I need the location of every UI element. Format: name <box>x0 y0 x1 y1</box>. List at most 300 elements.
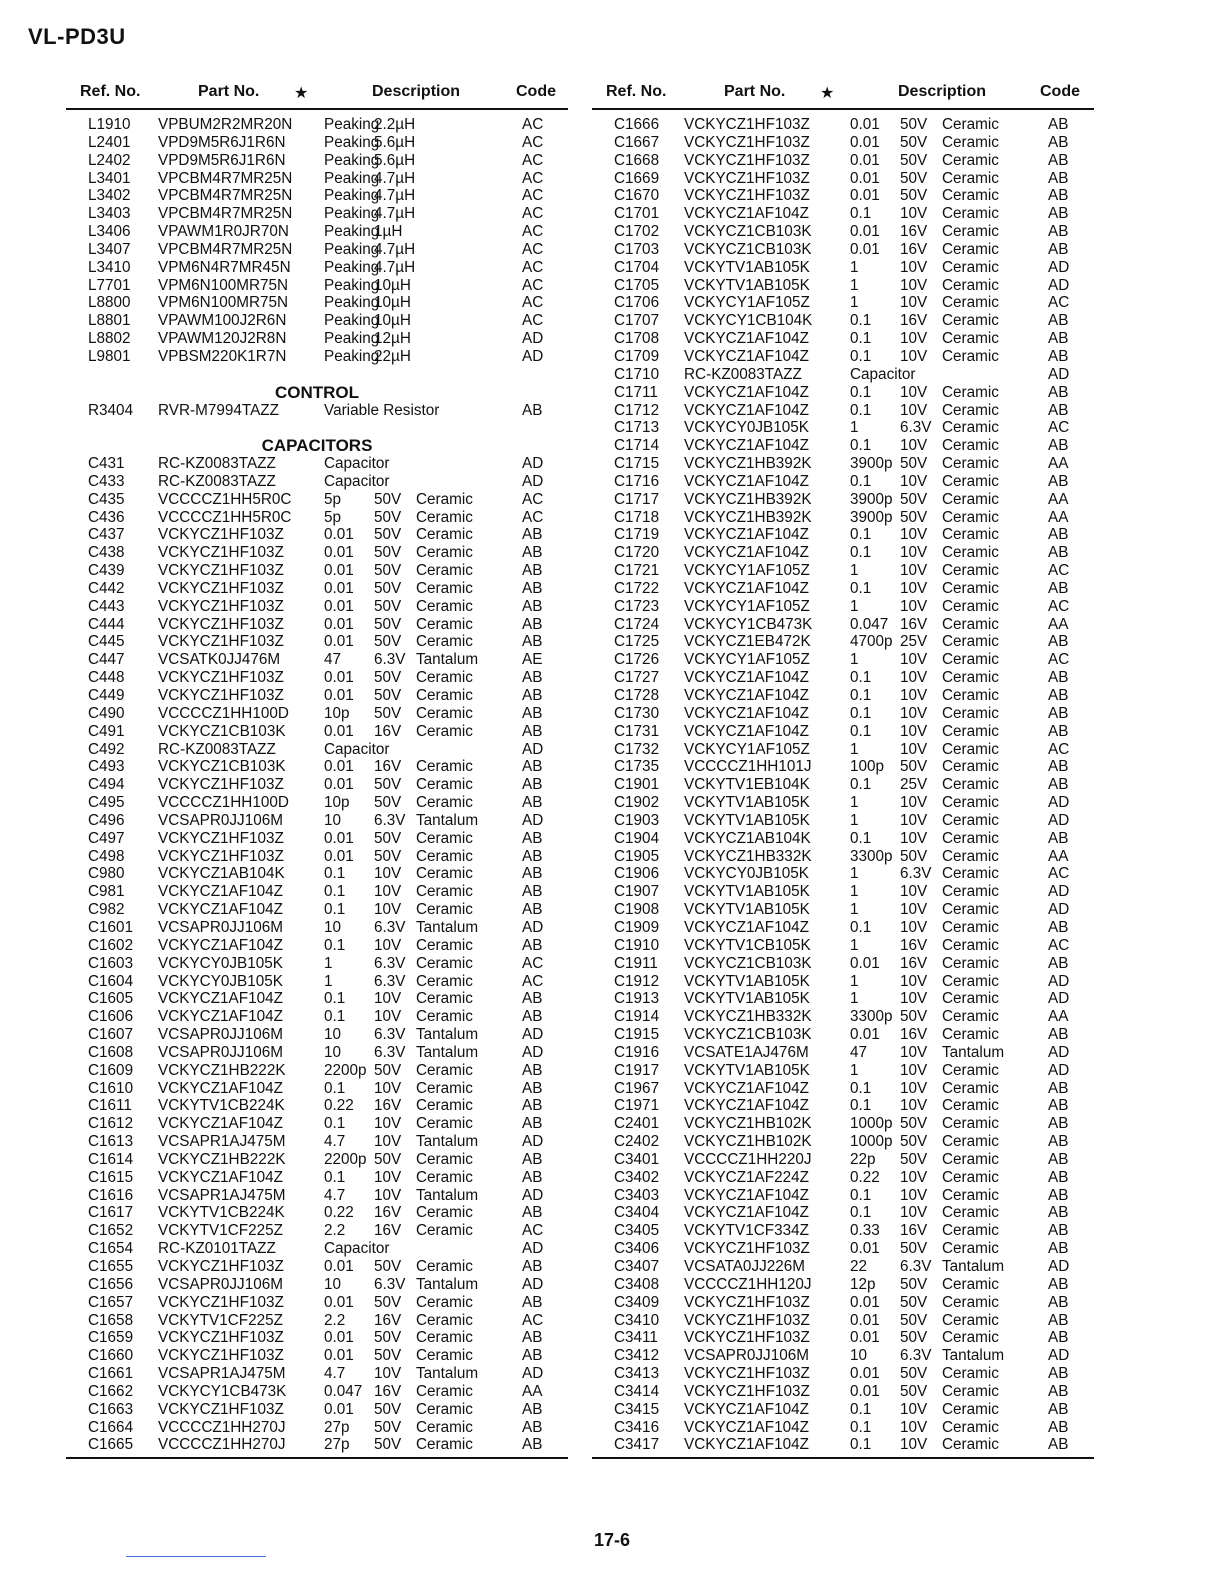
value: 0.1 <box>850 1097 872 1115</box>
price-code: AB <box>522 1115 543 1133</box>
part-no: VCKYTV1AB105K <box>684 901 810 919</box>
value: Peaking <box>324 294 380 312</box>
value: 0.1 <box>850 383 872 401</box>
value: 0.01 <box>324 847 354 865</box>
price-code: AD <box>522 1133 544 1151</box>
rating: 10V <box>900 651 928 669</box>
ref-no: C3416 <box>614 1418 660 1436</box>
ref-no: C982 <box>88 901 125 919</box>
price-code: AD <box>522 1043 544 1061</box>
part-row <box>592 223 1094 241</box>
part-no: VCKYCZ1HB102K <box>684 1133 812 1151</box>
rating: 16V <box>374 1097 402 1115</box>
ref-no: C1664 <box>88 1418 134 1436</box>
ref-no: C1722 <box>614 579 660 597</box>
rating: 10V <box>900 526 928 544</box>
rating: 10V <box>900 562 928 580</box>
value: 10 <box>324 1043 342 1061</box>
part-row <box>592 812 1094 830</box>
rating: 6.3V <box>374 972 406 990</box>
type: Ceramic <box>942 258 999 276</box>
part-no: VCKYTV1CF225Z <box>158 1311 283 1329</box>
type: Ceramic <box>416 1168 473 1186</box>
price-code: AB <box>1048 1382 1069 1400</box>
part-no: VCKYCY1CB473K <box>684 615 813 633</box>
type: Ceramic <box>942 240 999 258</box>
price-code: AB <box>1048 704 1069 722</box>
part-row <box>592 348 1094 366</box>
part-no: VCKYCY1AF105Z <box>684 651 810 669</box>
type: Ceramic <box>942 740 999 758</box>
part-row <box>66 1401 568 1419</box>
part-no: VPM6N4R7MR45N <box>158 258 291 276</box>
type: Ceramic <box>942 1115 999 1133</box>
part-no: VPBSM220K1R7N <box>158 347 287 365</box>
part-row <box>592 366 1094 384</box>
type: Ceramic <box>942 687 999 704</box>
price-code: AB <box>1048 133 1069 151</box>
value: 10 <box>324 1275 342 1293</box>
type: Ceramic <box>942 312 999 330</box>
ref-no: C449 <box>88 687 125 704</box>
part-no: VCSAPR1AJ475M <box>158 1186 286 1204</box>
price-code: AD <box>522 740 544 758</box>
part-no: VCKYCZ1AF104Z <box>684 1079 809 1097</box>
ref-no: C495 <box>88 794 125 812</box>
price-code: AB <box>1048 633 1069 651</box>
value: 1 <box>850 883 859 901</box>
type: Ceramic <box>942 1079 999 1097</box>
part-no: VCKYCZ1CB103K <box>684 223 812 241</box>
value: 0.1 <box>850 722 872 740</box>
part-row <box>66 205 568 223</box>
price-code: AD <box>1048 365 1070 383</box>
ref-no: C1613 <box>88 1133 134 1151</box>
value: 3900p <box>850 508 893 526</box>
type: Ceramic <box>416 490 473 508</box>
value: 3900p <box>850 455 893 473</box>
type: Ceramic <box>942 990 999 1008</box>
part-row <box>592 1419 1094 1437</box>
rating: 10V <box>900 1400 928 1418</box>
price-code: AD <box>522 472 544 490</box>
value: 0.01 <box>850 169 880 187</box>
price-code: AD <box>522 1275 544 1293</box>
rating: 25V <box>900 776 928 794</box>
value: 3900p <box>850 490 893 508</box>
ref-no: C1654 <box>88 1240 134 1258</box>
type: Ceramic <box>416 597 473 615</box>
rating: 12µH <box>374 330 411 348</box>
price-code: AD <box>1048 811 1070 829</box>
price-code: AC <box>522 133 544 151</box>
price-code: AB <box>1048 829 1069 847</box>
price-code: AA <box>1048 455 1069 473</box>
part-row <box>592 455 1094 473</box>
type: Ceramic <box>942 1150 999 1168</box>
part-no: VCKYCZ1AF104Z <box>158 1168 283 1186</box>
ref-no: C1663 <box>88 1400 134 1418</box>
part-row <box>66 294 568 312</box>
rating: 10V <box>374 883 402 901</box>
ref-no: L8802 <box>88 330 131 348</box>
right-parts-column <box>592 80 1094 1454</box>
type: Ceramic <box>416 1436 473 1454</box>
value: 0.1 <box>850 526 872 544</box>
type: Ceramic <box>942 1133 999 1151</box>
ref-no: C1916 <box>614 1043 660 1061</box>
rating: 50V <box>374 847 402 865</box>
ref-no: C1711 <box>614 383 658 401</box>
part-no: VCKYCZ1AF104Z <box>684 205 809 223</box>
type: Tantalum <box>416 1133 479 1151</box>
ref-no: C1717 <box>614 490 660 508</box>
ref-no: L3402 <box>88 187 131 205</box>
ref-no: C3415 <box>614 1400 660 1418</box>
rating: 10V <box>374 936 402 954</box>
part-row <box>66 973 568 991</box>
ref-no: C3410 <box>614 1311 660 1329</box>
rating: 6.3V <box>374 918 406 936</box>
value: 10p <box>324 794 350 812</box>
rating: 16V <box>900 615 928 633</box>
rating: 6.3V <box>374 1026 406 1044</box>
part-row <box>66 1294 568 1312</box>
price-code: AB <box>522 1258 543 1275</box>
rating: 50V <box>900 1382 928 1400</box>
value: 0.047 <box>324 1382 363 1400</box>
type: Ceramic <box>942 383 999 401</box>
type: Ceramic <box>942 1222 999 1240</box>
type: Tantalum <box>942 1043 1005 1061</box>
part-row <box>592 1383 1094 1401</box>
price-code: AD <box>522 811 544 829</box>
price-code: AC <box>1048 651 1070 669</box>
value: 0.01 <box>850 1293 880 1311</box>
rating: 6.3V <box>900 419 932 437</box>
value: 1 <box>850 901 859 919</box>
rating: 10V <box>374 1079 402 1097</box>
price-code: AE <box>522 651 543 669</box>
part-row <box>66 1097 568 1115</box>
divider-line <box>126 1556 266 1557</box>
value: Peaking <box>324 223 380 241</box>
part-row <box>592 580 1094 598</box>
price-code: AB <box>1048 1168 1069 1186</box>
price-code: AB <box>522 936 543 954</box>
part-no: VCKYCZ1HF103Z <box>158 687 284 704</box>
price-code: AD <box>522 1186 544 1204</box>
part-row <box>66 669 568 687</box>
ref-no: C442 <box>88 579 125 597</box>
value: 0.1 <box>850 205 872 223</box>
value: 0.1 <box>324 1008 346 1026</box>
part-no: VCKYTV1EB104K <box>684 776 810 794</box>
rating: 50V <box>900 1008 928 1026</box>
part-no: VCKYCZ1HB392K <box>684 490 812 508</box>
price-code: AB <box>1048 1311 1069 1329</box>
ref-no: C498 <box>88 847 125 865</box>
type: Ceramic <box>416 1204 473 1222</box>
type: Ceramic <box>942 972 999 990</box>
part-row <box>592 1169 1094 1187</box>
part-no: VCKYCZ1CB103K <box>158 722 286 740</box>
part-no: VCKYCZ1AF104Z <box>684 526 809 544</box>
ref-no: L8800 <box>88 294 131 312</box>
part-row <box>66 1151 568 1169</box>
value: 1 <box>850 1061 859 1079</box>
price-code: AB <box>1048 472 1069 490</box>
part-row <box>66 223 568 241</box>
price-code: AD <box>522 918 544 936</box>
ref-no: C1601 <box>88 918 134 936</box>
part-no: VCKYCZ1AF104Z <box>158 883 283 901</box>
part-row <box>66 848 568 866</box>
price-code: AB <box>522 865 543 883</box>
part-row <box>592 312 1094 330</box>
value: Peaking <box>324 276 380 294</box>
value: 1 <box>850 990 859 1008</box>
part-row <box>66 1347 568 1365</box>
ref-no: C448 <box>88 669 125 687</box>
ref-no: C1917 <box>614 1061 660 1079</box>
part-no: VCKYCZ1AF104Z <box>684 918 809 936</box>
type: Tantalum <box>416 1043 479 1061</box>
type: Ceramic <box>942 1168 999 1186</box>
rating: 50V <box>374 1418 402 1436</box>
part-row <box>66 651 568 669</box>
type: Ceramic <box>416 758 473 776</box>
value: 100p <box>850 758 885 776</box>
rating: 50V <box>374 579 402 597</box>
value: 1 <box>850 419 859 437</box>
value: 0.01 <box>324 722 354 740</box>
part-no: VCKYCZ1AF104Z <box>684 1186 809 1204</box>
type: Ceramic <box>942 151 999 169</box>
price-code: AB <box>522 704 543 722</box>
part-no: VCKYCZ1HB222K <box>158 1061 286 1079</box>
type: Ceramic <box>416 776 473 794</box>
part-row <box>592 330 1094 348</box>
rating: 50V <box>900 1329 928 1347</box>
rating: 10V <box>900 1186 928 1204</box>
part-no: VCKYCZ1AF104Z <box>684 579 809 597</box>
price-code: AB <box>1048 1240 1069 1258</box>
rating: 50V <box>374 526 402 544</box>
rating: 16V <box>900 1222 928 1240</box>
part-row <box>592 598 1094 616</box>
part-row <box>66 544 568 562</box>
value: 2200p <box>324 1061 367 1079</box>
type: Ceramic <box>942 169 999 187</box>
part-row <box>66 1080 568 1098</box>
price-code: AD <box>1048 794 1070 812</box>
ref-no: C1718 <box>614 508 660 526</box>
part-row <box>66 491 568 509</box>
rating: 10V <box>900 1097 928 1115</box>
rating: 50V <box>900 1133 928 1151</box>
part-row <box>592 776 1094 794</box>
part-row <box>592 241 1094 259</box>
part-row <box>592 901 1094 919</box>
value: 0.1 <box>850 401 872 419</box>
part-no: VCKYCZ1AB104K <box>158 865 285 883</box>
ref-no: C1728 <box>614 687 660 704</box>
value: Peaking <box>324 347 380 365</box>
part-row <box>592 1365 1094 1383</box>
ref-no: C1905 <box>614 847 660 865</box>
ref-no: C1612 <box>88 1115 134 1133</box>
rating: 50V <box>374 687 402 704</box>
part-no: VCKYCZ1HB392K <box>684 508 812 526</box>
part-no: VCKYTV1AB105K <box>684 258 810 276</box>
ref-no: C437 <box>88 526 125 544</box>
type: Ceramic <box>942 1240 999 1258</box>
price-code: AC <box>522 294 544 312</box>
part-no: VCSAPR0JJ106M <box>158 811 283 829</box>
part-no: VCCCCZ1HH101J <box>684 758 812 776</box>
price-code: AB <box>522 597 543 615</box>
ref-no: C1715 <box>614 455 660 473</box>
type: Ceramic <box>942 651 999 669</box>
part-row <box>592 848 1094 866</box>
part-no: VCSAPR0JJ106M <box>684 1347 809 1365</box>
part-row <box>592 758 1094 776</box>
ref-no: C1731 <box>614 722 660 740</box>
part-no: VCKYTV1AB105K <box>684 972 810 990</box>
part-row <box>592 1276 1094 1294</box>
ref-no: C1727 <box>614 669 660 687</box>
ref-no: C1652 <box>88 1222 134 1240</box>
part-no: VCSAPR0JJ106M <box>158 1026 283 1044</box>
ref-no: L3403 <box>88 205 131 223</box>
value: 10 <box>324 1026 342 1044</box>
ref-no: C1705 <box>614 276 660 294</box>
value: 0.01 <box>850 954 880 972</box>
part-no: VCKYCZ1AF104Z <box>684 544 809 562</box>
rating: 50V <box>374 794 402 812</box>
ref-no: C3408 <box>614 1275 660 1293</box>
part-row <box>66 1276 568 1294</box>
value: 0.1 <box>850 776 872 794</box>
part-row <box>66 1133 568 1151</box>
value: 0.01 <box>324 1400 354 1418</box>
value: 1 <box>850 294 859 312</box>
price-code: AC <box>522 276 544 294</box>
value: 1 <box>850 865 859 883</box>
part-row <box>66 1044 568 1062</box>
rating: 16V <box>900 312 928 330</box>
value: 0.01 <box>850 1240 880 1258</box>
ref-no: C1712 <box>614 401 660 419</box>
type: Tantalum <box>416 1275 479 1293</box>
value: 1 <box>850 597 859 615</box>
description: Capacitor <box>850 365 916 383</box>
price-code: AD <box>522 1240 544 1258</box>
part-row <box>592 883 1094 901</box>
value: 0.01 <box>850 187 880 205</box>
value: 0.1 <box>850 579 872 597</box>
ref-no: C3413 <box>614 1365 660 1383</box>
value: 22 <box>850 1258 868 1275</box>
part-no: VCKYCZ1AF104Z <box>684 383 809 401</box>
part-row <box>66 598 568 616</box>
header-description: Description <box>898 83 987 100</box>
ref-no: C1912 <box>614 972 660 990</box>
part-no: VPCBM4R7MR25N <box>158 240 293 258</box>
part-no: VCKYCZ1AF104Z <box>684 1400 809 1418</box>
type: Ceramic <box>416 1293 473 1311</box>
part-no: VCCCCZ1HH5R0C <box>158 508 292 526</box>
ref-no: L3401 <box>88 169 131 187</box>
part-row <box>592 616 1094 634</box>
ref-no: C1616 <box>88 1186 134 1204</box>
part-no: VCSATK0JJ476M <box>158 651 281 669</box>
ref-no: C3411 <box>614 1329 658 1347</box>
price-code: AB <box>1048 1329 1069 1347</box>
value: 0.01 <box>324 758 354 776</box>
value: 1 <box>850 276 859 294</box>
value: 0.01 <box>324 776 354 794</box>
rating: 50V <box>900 133 928 151</box>
rating: 50V <box>374 562 402 580</box>
ref-no: C1702 <box>614 223 660 241</box>
price-code: AC <box>1048 419 1070 437</box>
type: Ceramic <box>416 794 473 812</box>
ref-no: C1604 <box>88 972 134 990</box>
price-code: AB <box>1048 1400 1069 1418</box>
value: 12p <box>850 1275 876 1293</box>
ref-no: C1730 <box>614 704 660 722</box>
value: 3300p <box>850 1008 893 1026</box>
price-code: AB <box>1048 330 1069 348</box>
value: 0.01 <box>324 1258 354 1275</box>
type: Ceramic <box>942 526 999 544</box>
rating: 10V <box>900 972 928 990</box>
price-code: AB <box>522 401 543 419</box>
ref-no: C3409 <box>614 1293 660 1311</box>
price-code: AB <box>1048 1436 1069 1454</box>
part-no: VCSAPR1AJ475M <box>158 1133 286 1151</box>
type: Ceramic <box>416 1382 473 1400</box>
type: Ceramic <box>942 615 999 633</box>
ref-no: C1611 <box>88 1097 132 1115</box>
type: Ceramic <box>942 704 999 722</box>
price-code: AB <box>1048 687 1069 704</box>
price-code: AB <box>1048 1222 1069 1240</box>
part-no: VCCCCZ1HH120J <box>684 1275 812 1293</box>
value: 0.01 <box>850 223 880 241</box>
part-no: RC-KZ0083TAZZ <box>684 365 802 383</box>
rating: 10V <box>900 704 928 722</box>
value: Peaking <box>324 187 380 205</box>
price-code: AB <box>522 526 543 544</box>
value: 2.2 <box>324 1222 346 1240</box>
price-code: AD <box>1048 972 1070 990</box>
type: Tantalum <box>416 918 479 936</box>
part-row <box>592 1026 1094 1044</box>
type: Ceramic <box>942 330 999 348</box>
part-row <box>592 794 1094 812</box>
value: 1 <box>850 811 859 829</box>
rating: 10V <box>900 544 928 562</box>
rating: 50V <box>900 1240 928 1258</box>
type: Ceramic <box>416 901 473 919</box>
price-code: AD <box>522 330 544 348</box>
price-code: AB <box>522 1436 543 1454</box>
price-code: AB <box>522 633 543 651</box>
type: Tantalum <box>416 651 479 669</box>
